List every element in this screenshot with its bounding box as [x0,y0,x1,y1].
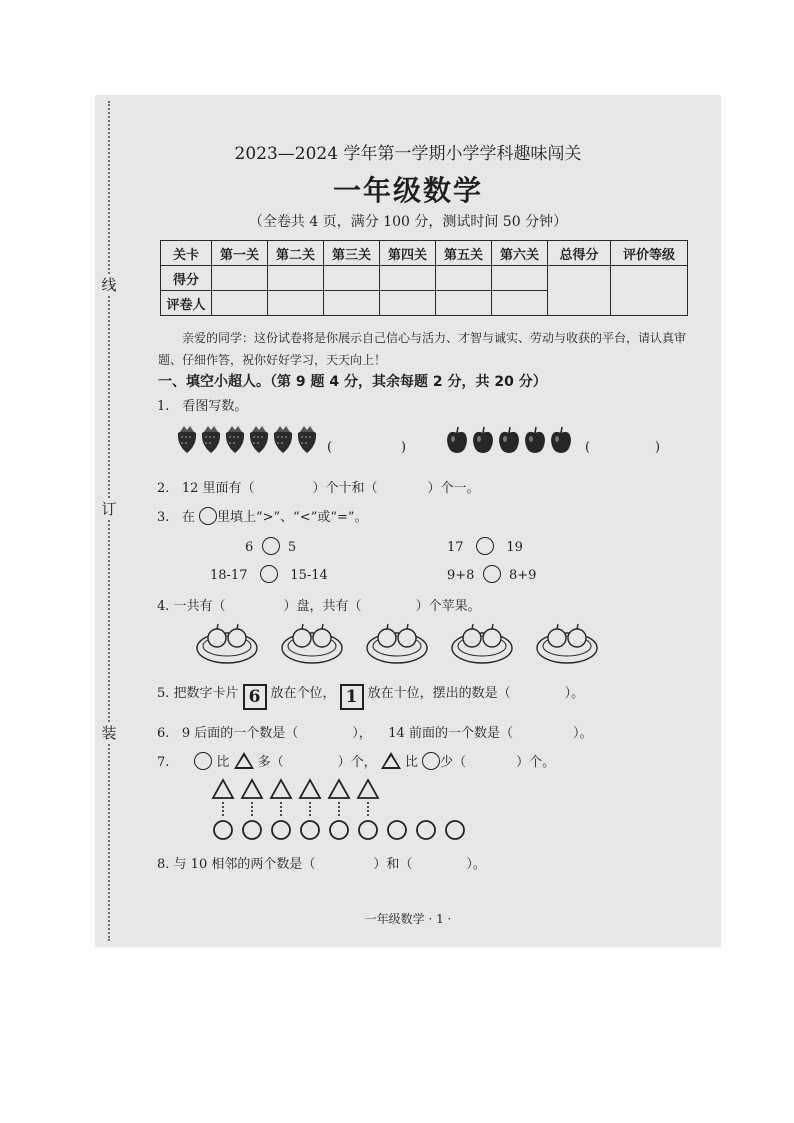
compare-item-3 [210,565,328,583]
q7-text-d: 比 [404,755,418,770]
exam-title: 一年级数学 [332,174,483,207]
q6-text-a: 9 后面的一个数是（ [181,726,299,741]
apple-plate-icon [452,624,512,663]
strawberry-icon [178,426,196,453]
apple-group [445,425,580,461]
score-cell[interactable] [212,266,268,291]
score-cell[interactable] [436,266,492,291]
triangles-circles-figure [211,777,471,847]
compare-circle-input[interactable] [260,565,278,583]
compare-circle-input[interactable] [483,565,501,583]
grader-cell[interactable] [324,291,380,316]
q6-number: 6. [157,726,170,741]
q8-text-c: ）。 [466,857,486,872]
compare-item-4 [447,565,536,583]
score-header-cell: 关卡 [161,241,212,266]
score-header-cell: 评价等级 [611,241,688,266]
circle-shape [330,821,348,839]
apple-icon [499,427,519,453]
question-5 [157,682,584,710]
q1-paren-close-b: ) [655,440,661,455]
score-header-cell: 第四关 [380,241,436,266]
q7-text-f: ）个。 [516,755,556,770]
strawberry-icon [274,426,292,453]
q3-text-a: 在 [181,510,195,525]
q5-text-d: ）。 [564,686,585,701]
total-score-cell[interactable] [548,266,611,316]
compare-right: 8+9 [508,568,537,583]
exam-paper [95,95,721,947]
apple-plates-group [195,620,605,672]
circle-shape [388,821,406,839]
score-header-cell: 第一关 [212,241,268,266]
score-header-cell: 总得分 [548,241,611,266]
q5-text-c: 放在十位，摆出的数是（ [367,686,511,701]
question-1-label: 1. 看图写数。 [157,399,248,414]
q2-text-b: ）个十和（ [312,481,378,496]
circle-shape [301,821,319,839]
triangle-shape [242,780,262,798]
compare-item-2 [447,537,523,555]
strawberry-icon [226,426,244,453]
score-header-cell: 第五关 [436,241,492,266]
q2-text-c: ）个一。 [427,481,480,496]
score-cell[interactable] [324,266,380,291]
exam-subtitle: （全卷共 4 页，满分 100 分，测试时间 50 分钟） [248,214,568,230]
q7-text-e: 少（ [440,755,467,770]
compare-right: 5 [287,540,297,555]
circle-shape [446,821,464,839]
score-table-header-row [161,241,688,266]
q7-text-c: ）个， [337,755,377,770]
triangle-shape [300,780,320,798]
q1-paren-close-a: ) [401,440,407,455]
strawberry-group [175,423,325,461]
grader-row-label: 评卷人 [161,291,212,316]
question-7 [157,751,555,770]
circle-shape [359,821,377,839]
grader-cell[interactable] [436,291,492,316]
triangle-icon [381,752,401,769]
apple-plate-icon [197,624,257,663]
score-cell[interactable] [268,266,324,291]
triangle-shape [271,780,291,798]
question-4 [157,595,481,614]
q4-text-a: 4. 一共有（ [157,599,226,614]
grader-cell[interactable] [268,291,324,316]
q8-text-b: ）和（ [373,857,413,872]
score-header-cell: 第六关 [492,241,548,266]
circle-icon [422,752,440,770]
q4-text-b: ）盘，共有（ [283,599,362,614]
q6-text-d: ）。 [572,726,593,741]
compare-right: 19 [506,540,523,555]
q1-paren-open-a: ( [327,440,333,455]
apple-icon [551,427,571,453]
apple-icon [447,427,467,453]
circle-icon [199,507,217,525]
q2-text-a: 12 里面有（ [181,481,255,496]
number-card-1: 1 [340,684,364,710]
score-row-label: 得分 [161,266,212,291]
compare-left: 6 [245,540,254,555]
q3-number: 3. [157,510,170,525]
q8-text-a: 8. 与 10 相邻的两个数是（ [157,857,316,872]
intro-paragraph: 亲爱的同学：这份试卷将是你展示自己信心与活力、才智与诚实、劳动与收获的平台，请认真审题、仔细作答，祝你好好学习，天天向上！ [158,331,687,367]
compare-left: 17 [447,540,464,555]
circle-shape [272,821,290,839]
question-6 [157,722,592,741]
score-row [161,266,688,291]
circle-shape [417,821,435,839]
q7-text-a: 比 [216,755,230,770]
q2-number: 2. [157,481,170,496]
grader-cell[interactable] [380,291,436,316]
compare-left: 18-17 [210,568,248,583]
binding-mark-zhuang: 装 [99,723,119,743]
q4-text-c: ）个苹果。 [415,599,481,614]
q5-text-b: 放在个位， [270,686,336,701]
score-table [160,240,688,316]
circle-shape [243,821,261,839]
apple-icon [525,427,545,453]
strawberry-icon [250,426,268,453]
apple-plate-icon [367,624,427,663]
section-1-heading: 一、填空小超人。（第 9 题 4 分，其余每题 2 分，共 20 分） [158,374,547,390]
apple-plate-icon [282,624,342,663]
q6-text-b: ）， [352,726,372,741]
strawberry-icon [298,426,316,453]
q3-text-b: 里填上“>”、“<”或“=”。 [216,510,368,525]
q7-text-b: 多（ [257,755,284,770]
page-footer: 一年级数学 · 1 · [364,912,452,926]
circle-shape [214,821,232,839]
question-3 [157,506,368,525]
apple-plate-icon [537,624,597,663]
q7-number: 7. [157,755,170,770]
compare-left: 9+8 [447,568,475,583]
question-8 [157,853,486,872]
question-2 [157,477,480,496]
binding-mark-ding: 订 [99,499,119,519]
strawberry-icon [202,426,220,453]
apple-icon [473,427,493,453]
compare-item-1 [245,537,296,555]
q6-text-c: 14 前面的一个数是（ [388,726,513,741]
triangle-shape [329,780,349,798]
q5-text-a: 5. 把数字卡片 [157,686,239,701]
exam-header: 2023—2024 学年第一学期小学学科趣味闯关 [234,144,582,164]
binding-mark-xian: 线 [99,275,119,295]
score-cell[interactable] [380,266,436,291]
number-card-6: 6 [243,684,267,710]
score-cell[interactable] [492,266,548,291]
circle-icon [194,752,212,770]
compare-circle-input[interactable] [476,537,494,555]
triangle-shape [358,780,378,798]
score-header-cell: 第二关 [268,241,324,266]
grader-cell[interactable] [212,291,268,316]
score-header-cell: 第三关 [324,241,380,266]
triangle-icon [234,752,254,769]
grader-cell[interactable] [492,291,548,316]
grade-cell[interactable] [611,266,688,316]
q1-paren-open-b: ( [585,440,591,455]
compare-circle-input[interactable] [262,537,280,555]
triangle-shape [213,780,233,798]
compare-right: 15-14 [290,568,328,583]
